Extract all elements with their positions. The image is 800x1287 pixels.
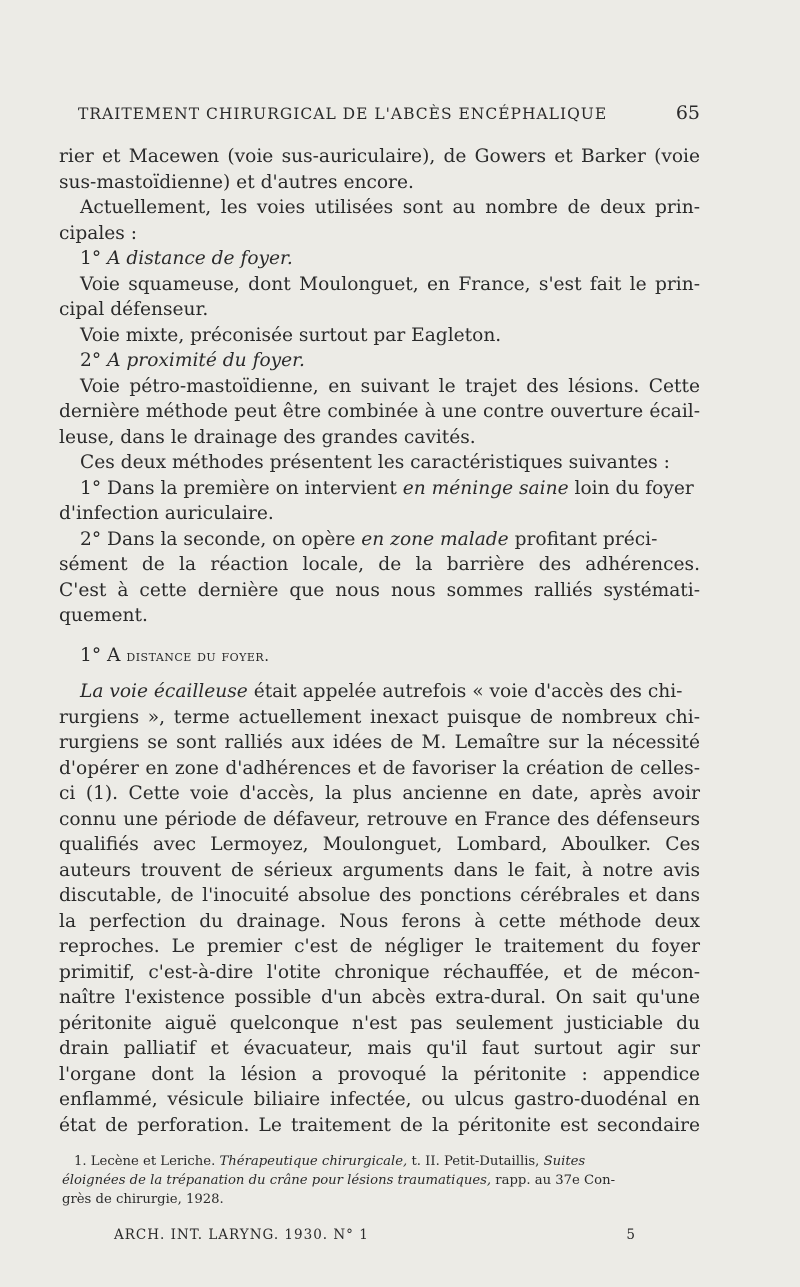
text-span: loin du foyer [574, 477, 694, 499]
text-span: t. II. Petit-Dutaillis, [411, 1154, 540, 1169]
heading-number: 1° A [80, 644, 121, 666]
text-line: discutable, de l'inocuité absolue des ponctions cérébrales et dans [59, 885, 700, 906]
text-span: 1° Dans la première on intervient [80, 477, 397, 499]
list-title: A distance de foyer. [107, 248, 293, 269]
emphasis: en méninge saine [402, 477, 569, 499]
footnote [62, 1152, 700, 1209]
text-line: Voie mixte, préconisée surtout par Eagleton. [80, 324, 502, 346]
text-line: enflammé, vésicule biliaire infectée, ou ulcus gastro-duodénal en [59, 1089, 700, 1110]
page-number: 65 [675, 102, 700, 124]
text-line: Voie pétro-mastoïdienne, en suivant le trajet des lésions. Cette [80, 375, 700, 397]
text-span: rapp. au 37e Con- [495, 1173, 616, 1188]
emphasis: La voie écailleuse [80, 681, 248, 702]
text-line: cipal défenseur. [59, 299, 209, 320]
journal-reference: ARCH. INT. LARYNG. 1930. N° 1 [114, 1227, 369, 1243]
text-line [59, 679, 700, 705]
list-title: A proximité du foyer. [107, 350, 305, 371]
text-line: la perfection du drainage. Nous ferons à cette méthode deux [59, 910, 700, 932]
list-item-1 [59, 246, 700, 272]
text-line: cipales : [59, 222, 138, 244]
emphasis: Suites [543, 1154, 586, 1169]
text-line: état de perforation. Le traitement de la péritonite est secondaire [59, 1114, 700, 1136]
list-number: 1° [80, 248, 102, 269]
text-span: 2° Dans la seconde, on opère [80, 528, 356, 550]
list-item-2 [59, 348, 700, 374]
text-line: quement. [59, 605, 148, 626]
text-line: primitif, c'est-à-dire l'otite chronique réchauffée, et de mécon- [59, 961, 700, 983]
text-line [59, 527, 700, 553]
text-line: C'est à cette dernière que nous nous sommes ralliés systémati- [59, 579, 700, 601]
text-line: rier et Macewen (voie sus-auriculaire), de Gowers et Barker (voie [59, 146, 700, 167]
page-footer [114, 1227, 636, 1243]
text-line: dernière méthode peut être combinée à une contre ouverture écail- [59, 401, 700, 422]
footnote-line [62, 1152, 700, 1171]
main-text [59, 144, 700, 1138]
text-line: péritonite aiguë quelconque n'est pas seulement justiciable du [59, 1012, 700, 1034]
text-line: drain palliatif et évacuateur, mais qu'il faut surtout agir sur [59, 1038, 700, 1059]
emphasis: éloignées de la trépanation du crâne pour lésions traumatiques, [62, 1173, 492, 1188]
text-line: sus-mastoïdienne) et d'autres encore. [59, 171, 414, 193]
text-line: d'infection auriculaire. [59, 503, 274, 524]
signature-mark: 5 [626, 1227, 636, 1243]
heading-title: distance du foyer. [126, 646, 270, 665]
running-title: TRAITEMENT CHIRURGICAL DE L'ABCÈS ENCÉPHALIQUE [78, 105, 608, 123]
text-line: auteurs trouvent de sérieux arguments dans le fait, à notre avis [59, 859, 700, 881]
text-span: 1. Lecène et Leriche. [74, 1154, 216, 1169]
text-span: était appelée autrefois « voie d'accès des chi- [253, 681, 683, 702]
text-line: qualifiés avec Lermoyez, Moulonguet, Lombard, Aboulker. Ces [59, 834, 700, 855]
text-line: naître l'existence possible d'un abcès extra-dural. On sait qu'une [59, 987, 700, 1008]
text-line: Actuellement, les voies utilisées sont au nombre de deux prin- [80, 197, 700, 218]
text-line: leuse, dans le drainage des grandes cavités. [59, 426, 476, 448]
text-line: rurgiens », terme actuellement inexact puisque de nombreux chi- [59, 706, 700, 728]
text-line [59, 476, 700, 502]
text-line: rurgiens se sont ralliés aux idées de M. Lemaître sur la nécessité [59, 732, 700, 753]
text-line: l'organe dont la lésion a provoqué la péritonite : appendice [59, 1063, 700, 1085]
footnote-line [62, 1171, 700, 1190]
text-line: Ces deux méthodes présentent les caractéristiques suivantes : [80, 452, 670, 473]
footnote-line: grès de chirurgie, 1928. [62, 1192, 224, 1207]
emphasis: en zone malade [361, 528, 509, 550]
text-line: ci (1). Cette voie d'accès, la plus ancienne en date, après avoir [59, 783, 700, 804]
text-line: Voie squameuse, dont Moulonguet, en France, s'est fait le prin- [80, 273, 700, 295]
list-number: 2° [80, 350, 102, 371]
text-line: connu une période de défaveur, retrouve en France des défenseurs [59, 808, 700, 830]
section-heading [59, 643, 700, 670]
text-line: sément de la réaction locale, de la barrière des adhérences. [59, 554, 700, 575]
text-line: d'opérer en zone d'adhérences et de favoriser la création de celles- [59, 757, 700, 779]
emphasis: Thérapeutique chirurgicale, [219, 1154, 408, 1169]
text-line: reproches. Le premier c'est de négliger le traitement du foyer [59, 936, 700, 957]
text-span: profitant préci- [514, 528, 658, 550]
running-header [78, 102, 700, 124]
